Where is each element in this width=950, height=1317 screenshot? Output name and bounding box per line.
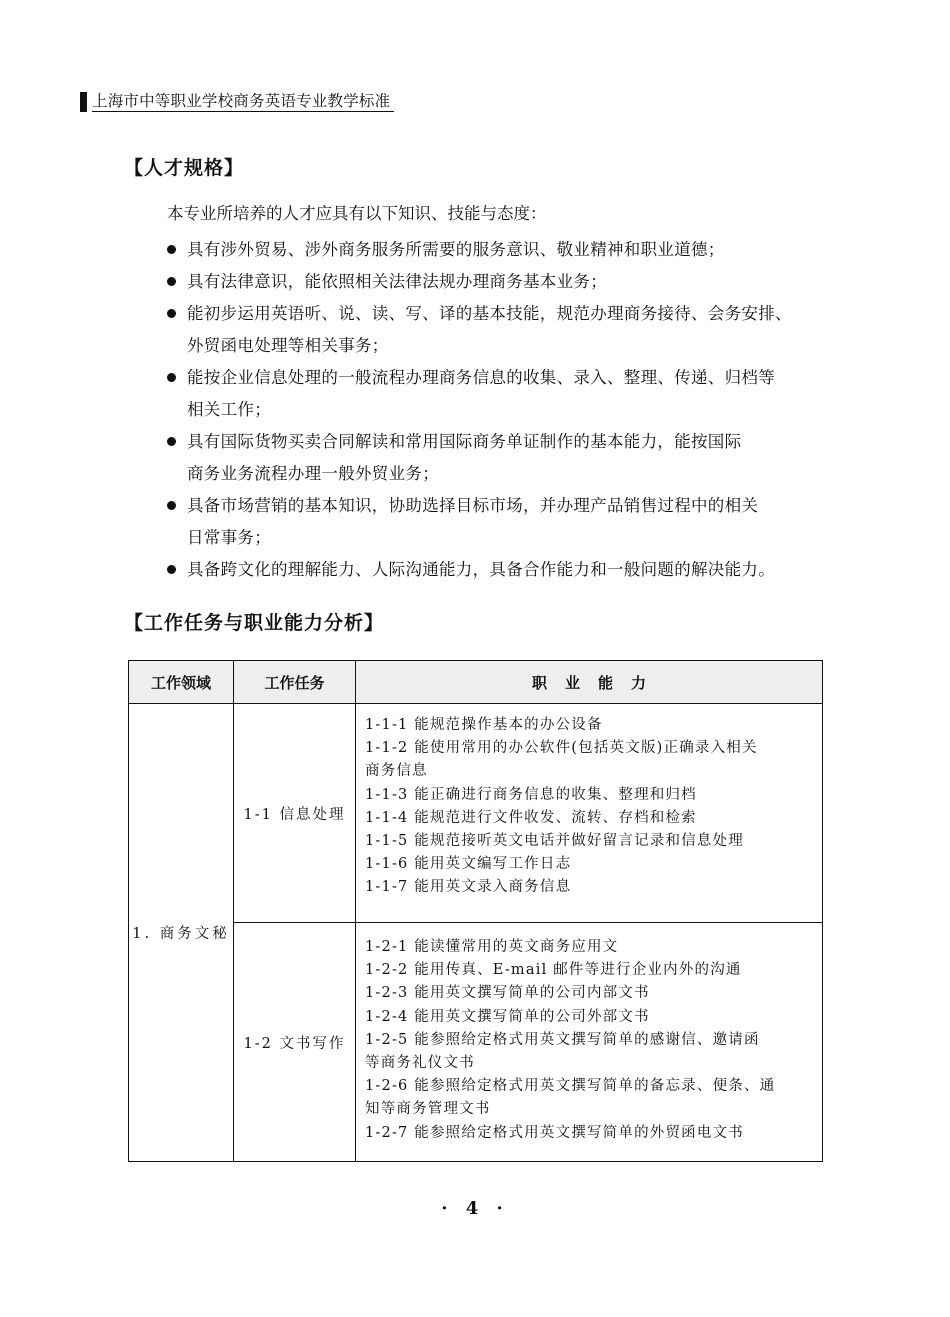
talent-spec-heading: 【人才规格】 [124, 157, 245, 179]
ability-cell [356, 704, 823, 923]
list-item-text-cont: 相关工作； [187, 400, 271, 419]
bullet-icon [167, 245, 176, 254]
bullet-icon [167, 437, 176, 446]
ability-item: 1-2-1 能读懂常用的英文商务应用文 [365, 939, 619, 955]
ability-item: 1-2-6 能参照给定格式用英文撰写简单的备忘录、便条、通 [365, 1078, 776, 1095]
page-number: · 4 · [441, 1198, 509, 1219]
list-item [166, 298, 826, 362]
ability-item: 1-2-2 能用传真、E-mail 邮件等进行企业内外的沟通 [365, 962, 742, 979]
bullet-icon [167, 309, 176, 318]
list-item-text: 能按企业信息处理的一般流程办理商务信息的收集、录入、整理、传递、归档等 [187, 368, 775, 387]
bullet-icon [167, 277, 176, 286]
task-analysis-heading: 【工作任务与职业能力分析】 [124, 612, 385, 634]
table-row [129, 704, 823, 923]
ability-item: 1-2-7 能参照给定格式用英文撰写简单的外贸函电文书 [365, 1124, 744, 1141]
col-header-ability: 职业能力 [356, 661, 823, 704]
ability-item: 等商务礼仪文书 [365, 1055, 475, 1072]
list-item-text-cont: 外贸函电处理等相关事务； [187, 336, 389, 355]
list-item-text: 具备跨文化的理解能力、人际沟通能力，具备合作能力和一般问题的解决能力。 [187, 560, 775, 579]
ability-item: 1-1-5 能规范接听英文电话并做好留言记录和信息处理 [365, 833, 744, 850]
list-item-text: 具有国际货物买卖合同解读和常用国际商务单证制作的基本能力，能按国际 [187, 432, 742, 451]
list-item [166, 266, 826, 298]
ability-item: 1-2-4 能用英文撰写简单的公司外部文书 [365, 1008, 650, 1025]
list-item-text-cont: 日常事务； [187, 528, 271, 547]
ability-item: 1-1-2 能使用常用的办公软件(包括英文版)正确录入相关 [365, 740, 758, 757]
list-item-text: 具有涉外贸易、涉外商务服务所需要的服务意识、敬业精神和职业道德； [187, 240, 725, 259]
list-item [166, 234, 826, 266]
running-header [80, 92, 394, 112]
ability-item: 1-1-7 能用英文录入商务信息 [365, 879, 572, 896]
ability-item: 1-1-1 能规范操作基本的办公设备 [365, 717, 603, 733]
competency-table [128, 660, 823, 1162]
col-header-domain: 工作领域 [129, 661, 234, 704]
list-item-text: 具备市场营销的基本知识，协助选择目标市场，并办理产品销售过程中的相关 [187, 496, 759, 515]
list-item [166, 362, 826, 426]
header-bar-mark [80, 92, 87, 112]
ability-item: 1-1-4 能规范进行文件收发、流转、存档和检索 [365, 809, 697, 826]
list-item [166, 554, 826, 586]
ability-item: 1-2-5 能参照给定格式用英文撰写简单的感谢信、邀请函 [365, 1031, 760, 1048]
ability-item: 1-2-3 能用英文撰写简单的公司内部文书 [365, 985, 650, 1002]
bullet-icon [167, 501, 176, 510]
talent-spec-intro: 本专业所培养的人才应具有以下知识、技能与态度： [167, 204, 547, 223]
bullet-icon [167, 373, 176, 382]
task-cell: 1-1 信息处理 [234, 704, 356, 923]
ability-item: 商务信息 [365, 763, 428, 780]
ability-item: 知等商务管理文书 [365, 1101, 491, 1118]
ability-item: 1-1-6 能用英文编写工作日志 [365, 856, 572, 873]
list-item-text-cont: 商务业务流程办理一般外贸业务； [187, 464, 439, 483]
talent-spec-list [166, 234, 826, 586]
header-title: 上海市中等职业学校商务英语专业教学标准 [92, 92, 394, 112]
table-row [129, 923, 823, 1162]
list-item [166, 426, 826, 490]
list-item-text: 具有法律意识，能依照相关法律法规办理商务基本业务； [187, 272, 607, 291]
list-item [166, 490, 826, 554]
list-item-text: 能初步运用英语听、说、读、写、译的基本技能，规范办理商务接待、会务安排、 [187, 304, 792, 323]
domain-cell: 1. 商务文秘 [129, 704, 234, 1162]
ability-cell [356, 923, 823, 1162]
table-header-row [129, 661, 823, 704]
task-cell: 1-2 文书写作 [234, 923, 356, 1162]
ability-item: 1-1-3 能正确进行商务信息的收集、整理和归档 [365, 786, 697, 803]
col-header-task: 工作任务 [234, 661, 356, 704]
bullet-icon [167, 565, 176, 574]
